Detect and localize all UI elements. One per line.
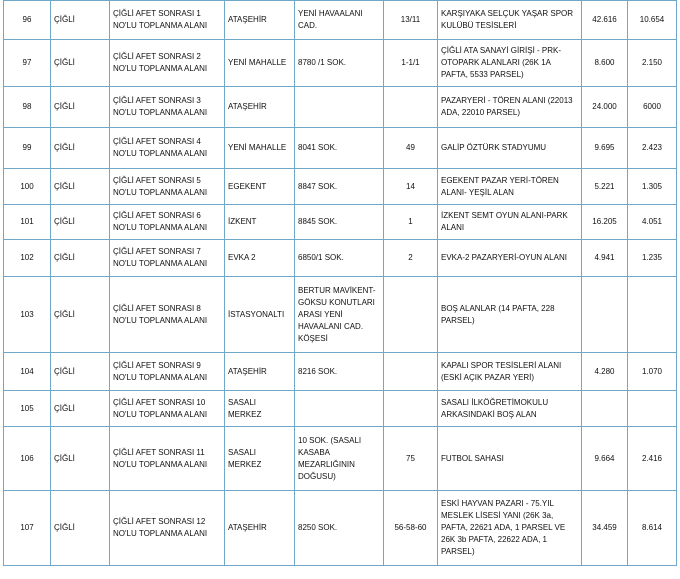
door-number-cell: 1-1/1 <box>384 40 438 87</box>
area-size-cell: 9.695 <box>582 128 628 169</box>
row-number-cell: 100 <box>4 169 51 205</box>
row-number-cell: 97 <box>4 40 51 87</box>
capacity-cell: 1.305 <box>628 169 677 205</box>
area-size-cell: 34.459 <box>582 491 628 566</box>
street-cell <box>295 391 384 427</box>
district-cell: ÇİĞLİ <box>51 128 110 169</box>
door-number-cell: 14 <box>384 169 438 205</box>
district-cell: ÇİĞLİ <box>51 240 110 277</box>
area-size-cell: 4.941 <box>582 240 628 277</box>
street-cell: 8780 /1 SOK. <box>295 40 384 87</box>
capacity-cell: 8.614 <box>628 491 677 566</box>
table-row <box>4 391 677 427</box>
district-cell: ÇİĞLİ <box>51 169 110 205</box>
capacity-cell: 4.051 <box>628 205 677 240</box>
street-cell: YENİ HAVAALANI CAD. <box>295 1 384 40</box>
district-cell: ÇİĞLİ <box>51 205 110 240</box>
neighborhood-cell: ATAŞEHİR <box>225 353 295 391</box>
table-row <box>4 427 677 491</box>
district-cell: ÇİĞLİ <box>51 427 110 491</box>
door-number-cell: 49 <box>384 128 438 169</box>
area-name-cell: ÇİĞLİ AFET SONRASI 11 NO'LU TOPLANMA ALANI <box>110 427 225 491</box>
neighborhood-cell: İZKENT <box>225 205 295 240</box>
door-number-cell <box>384 391 438 427</box>
area-name-cell: ÇİĞLİ AFET SONRASI 7 NO'LU TOPLANMA ALANI <box>110 240 225 277</box>
facility-cell: İZKENT SEMT OYUN ALANI-PARK ALANI <box>438 205 582 240</box>
row-number-cell: 96 <box>4 1 51 40</box>
capacity-cell <box>628 391 677 427</box>
door-number-cell: 2 <box>384 240 438 277</box>
street-cell: 6850/1 SOK. <box>295 240 384 277</box>
area-name-cell: ÇİĞLİ AFET SONRASI 8 NO'LU TOPLANMA ALANI <box>110 277 225 353</box>
area-name-cell: ÇİĞLİ AFET SONRASI 5 NO'LU TOPLANMA ALANI <box>110 169 225 205</box>
area-size-cell: 42.616 <box>582 1 628 40</box>
neighborhood-cell: YENİ MAHALLE <box>225 128 295 169</box>
row-number-cell: 99 <box>4 128 51 169</box>
area-name-cell: ÇİĞLİ AFET SONRASI 3 NO'LU TOPLANMA ALANI <box>110 87 225 128</box>
area-size-cell: 5.221 <box>582 169 628 205</box>
district-cell: ÇİĞLİ <box>51 40 110 87</box>
row-number-cell: 101 <box>4 205 51 240</box>
table-row <box>4 40 677 87</box>
area-size-cell: 24.000 <box>582 87 628 128</box>
row-number-cell: 105 <box>4 391 51 427</box>
area-size-cell: 16.205 <box>582 205 628 240</box>
district-cell: ÇİĞLİ <box>51 87 110 128</box>
street-cell: 8250 SOK. <box>295 491 384 566</box>
row-number-cell: 98 <box>4 87 51 128</box>
facility-cell: BOŞ ALANLAR (14 PAFTA, 228 PARSEL) <box>438 277 582 353</box>
row-number-cell: 107 <box>4 491 51 566</box>
facility-cell: EVKA-2 PAZARYERİ-OYUN ALANI <box>438 240 582 277</box>
area-size-cell <box>582 391 628 427</box>
neighborhood-cell: ATAŞEHİR <box>225 87 295 128</box>
row-number-cell: 104 <box>4 353 51 391</box>
area-size-cell <box>582 277 628 353</box>
capacity-cell: 10.654 <box>628 1 677 40</box>
capacity-cell: 1.070 <box>628 353 677 391</box>
neighborhood-cell: SASALI MERKEZ <box>225 391 295 427</box>
facility-cell: SASALI İLKÖĞRETİMOKULU ARKASINDAKİ BOŞ ALAN <box>438 391 582 427</box>
neighborhood-cell: İSTASYONALTI <box>225 277 295 353</box>
row-number-cell: 106 <box>4 427 51 491</box>
door-number-cell <box>384 353 438 391</box>
table-row <box>4 87 677 128</box>
street-cell: 8845 SOK. <box>295 205 384 240</box>
table-row <box>4 1 677 40</box>
neighborhood-cell: SASALI MERKEZ <box>225 427 295 491</box>
table-body <box>4 1 677 566</box>
facility-cell: KAPALI SPOR TESİSLERİ ALANI (ESKİ AÇIK PAZAR YERİ) <box>438 353 582 391</box>
area-name-cell: ÇİĞLİ AFET SONRASI 12 NO'LU TOPLANMA ALANI <box>110 491 225 566</box>
area-name-cell: ÇİĞLİ AFET SONRASI 1 NO'LU TOPLANMA ALANI <box>110 1 225 40</box>
street-cell <box>295 87 384 128</box>
facility-cell: FUTBOL SAHASI <box>438 427 582 491</box>
neighborhood-cell: ATAŞEHİR <box>225 491 295 566</box>
street-cell: BERTUR MAVİKENT-GÖKSU KONUTLARI ARASI YENİ HAVAALANI CAD. KÖŞESİ <box>295 277 384 353</box>
door-number-cell: 13/11 <box>384 1 438 40</box>
capacity-cell: 6000 <box>628 87 677 128</box>
door-number-cell <box>384 87 438 128</box>
neighborhood-cell: YENİ MAHALLE <box>225 40 295 87</box>
table-row <box>4 169 677 205</box>
area-name-cell: ÇİĞLİ AFET SONRASI 10 NO'LU TOPLANMA ALANI <box>110 391 225 427</box>
area-name-cell: ÇİĞLİ AFET SONRASI 9 NO'LU TOPLANMA ALANI <box>110 353 225 391</box>
table-row <box>4 353 677 391</box>
neighborhood-cell: EVKA 2 <box>225 240 295 277</box>
row-number-cell: 103 <box>4 277 51 353</box>
district-cell: ÇİĞLİ <box>51 1 110 40</box>
row-number-cell: 102 <box>4 240 51 277</box>
street-cell: 10 SOK. (SASALI KASABA MEZARLIĞININ DOĞUSU) <box>295 427 384 491</box>
facility-cell: KARŞIYAKA SELÇUK YAŞAR SPOR KULÜBÜ TESİSLERİ <box>438 1 582 40</box>
district-cell: ÇİĞLİ <box>51 391 110 427</box>
area-name-cell: ÇİĞLİ AFET SONRASI 2 NO'LU TOPLANMA ALANI <box>110 40 225 87</box>
capacity-cell: 2.150 <box>628 40 677 87</box>
facility-cell: ÇİĞLİ ATA SANAYİ GİRİŞİ - PRK-OTOPARK ALANLARI (26K 1A PAFTA, 5533 PARSEL) <box>438 40 582 87</box>
table-row <box>4 240 677 277</box>
district-cell: ÇİĞLİ <box>51 491 110 566</box>
table-row <box>4 277 677 353</box>
door-number-cell: 1 <box>384 205 438 240</box>
street-cell: 8216 SOK. <box>295 353 384 391</box>
neighborhood-cell: EGEKENT <box>225 169 295 205</box>
facility-cell: GALİP ÖZTÜRK STADYUMU <box>438 128 582 169</box>
area-name-cell: ÇİĞLİ AFET SONRASI 4 NO'LU TOPLANMA ALANI <box>110 128 225 169</box>
door-number-cell: 56-58-60 <box>384 491 438 566</box>
street-cell: 8041 SOK. <box>295 128 384 169</box>
neighborhood-cell: ATAŞEHİR <box>225 1 295 40</box>
district-cell: ÇİĞLİ <box>51 277 110 353</box>
capacity-cell: 1.235 <box>628 240 677 277</box>
facility-cell: PAZARYERİ - TÖREN ALANI (22013 ADA, 22010 PARSEL) <box>438 87 582 128</box>
facility-cell: EGEKENT PAZAR YERİ-TÖREN ALANI- YEŞİL ALAN <box>438 169 582 205</box>
area-size-cell: 9.664 <box>582 427 628 491</box>
area-size-cell: 8.600 <box>582 40 628 87</box>
capacity-cell: 2.416 <box>628 427 677 491</box>
district-cell: ÇİĞLİ <box>51 353 110 391</box>
facility-cell: ESKİ HAYVAN PAZARI - 75.YIL MESLEK LİSESİ YANI (26K 3a, PAFTA, 22621 ADA, 1 PARSEL VE 26K 3b PAFTA, 22622 ADA, 1 PARSEL) <box>438 491 582 566</box>
table-row <box>4 491 677 566</box>
area-name-cell: ÇİĞLİ AFET SONRASI 6 NO'LU TOPLANMA ALANI <box>110 205 225 240</box>
area-size-cell: 4.280 <box>582 353 628 391</box>
capacity-cell <box>628 277 677 353</box>
door-number-cell: 75 <box>384 427 438 491</box>
door-number-cell <box>384 277 438 353</box>
capacity-cell: 2.423 <box>628 128 677 169</box>
table-row <box>4 128 677 169</box>
table-row <box>4 205 677 240</box>
assembly-areas-table <box>3 0 677 566</box>
street-cell: 8847 SOK. <box>295 169 384 205</box>
